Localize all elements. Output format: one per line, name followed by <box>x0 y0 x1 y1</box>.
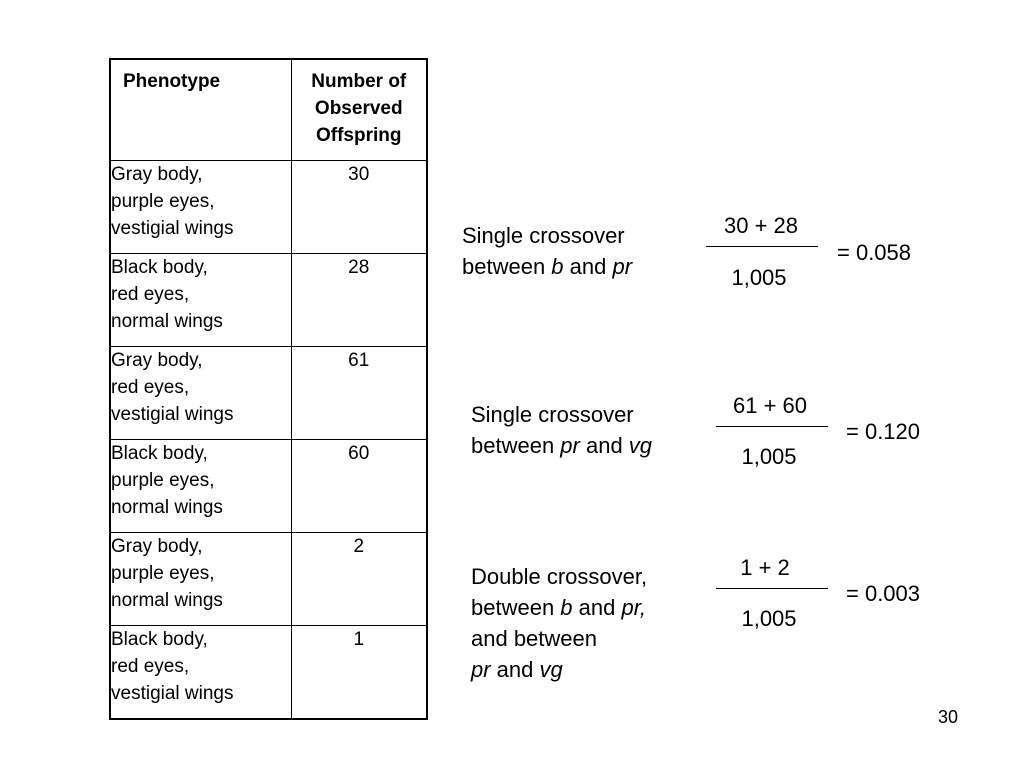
offspring-count-cell: 28 <box>291 254 427 347</box>
recombination-frequency: = 0.120 <box>846 419 921 444</box>
fraction-bar <box>706 246 818 247</box>
phenotype-cell <box>110 161 291 254</box>
phenotype-line: Gray body, <box>111 536 203 557</box>
fraction-denominator: 1,005 <box>741 444 797 469</box>
phenotype-cell <box>110 626 291 720</box>
phenotype-line: red eyes, <box>111 656 190 677</box>
phenotype-line: vestigial wings <box>111 683 234 704</box>
fraction-numerator: 1 + 2 <box>740 555 790 580</box>
fraction-bar <box>716 588 828 589</box>
label-line: Double crossover, <box>471 564 648 589</box>
header-line: Observed <box>314 98 403 119</box>
fraction-numerator: 61 + 60 <box>732 393 807 418</box>
table-row <box>110 161 427 254</box>
offspring-count-header <box>291 59 427 161</box>
phenotype-cell <box>110 533 291 626</box>
calculation-label <box>471 399 652 461</box>
phenotype-cell <box>110 254 291 347</box>
phenotype-line: normal wings <box>111 590 223 611</box>
phenotype-line: red eyes, <box>111 377 190 398</box>
header-line: Offspring <box>316 125 402 146</box>
recombination-frequency: = 0.003 <box>846 581 921 606</box>
calculation-label <box>471 561 647 685</box>
phenotype-line: vestigial wings <box>111 404 234 425</box>
offspring-count-cell: 2 <box>291 533 427 626</box>
table-row <box>110 626 427 720</box>
phenotype-line: Gray body, <box>111 350 203 371</box>
phenotype-line: Black body, <box>111 257 208 278</box>
phenotype-header: Phenotype <box>110 59 291 161</box>
fraction-bar <box>716 426 828 427</box>
fraction-denominator: 1,005 <box>741 606 797 631</box>
phenotype-line: red eyes, <box>111 284 190 305</box>
page-number: 30 <box>938 707 959 727</box>
phenotype-line: purple eyes, <box>111 563 215 584</box>
phenotype-line: Black body, <box>111 443 208 464</box>
offspring-count-cell: 1 <box>291 626 427 720</box>
offspring-count-cell: 30 <box>291 161 427 254</box>
phenotype-line: Gray body, <box>111 164 203 185</box>
fraction-denominator: 1,005 <box>731 265 787 290</box>
phenotype-cell <box>110 347 291 440</box>
table-row <box>110 533 427 626</box>
calculation-label <box>462 220 632 282</box>
label-line: pr and vg <box>471 657 563 682</box>
recombination-frequency: = 0.058 <box>837 240 912 265</box>
phenotype-line: normal wings <box>111 311 223 332</box>
phenotype-line: purple eyes, <box>111 470 215 491</box>
label-line: between b and pr, <box>471 595 646 620</box>
phenotype-line: Black body, <box>111 629 208 650</box>
phenotype-line: vestigial wings <box>111 218 234 239</box>
phenotype-line: purple eyes, <box>111 191 215 212</box>
phenotype-cell <box>110 440 291 533</box>
label-line: and between <box>471 626 597 651</box>
label-line: between pr and vg <box>471 433 653 458</box>
table-row <box>110 347 427 440</box>
label-line: Single crossover <box>462 223 625 248</box>
table-row <box>110 254 427 347</box>
offspring-count-cell: 61 <box>291 347 427 440</box>
offspring-count-cell: 60 <box>291 440 427 533</box>
phenotype-line: normal wings <box>111 497 223 518</box>
label-line: between b and pr <box>462 254 633 279</box>
phenotype-table <box>109 58 428 720</box>
table-row <box>110 440 427 533</box>
header-line: Number of <box>311 71 407 92</box>
table-header-row <box>110 59 427 161</box>
label-line: Single crossover <box>471 402 634 427</box>
fraction-numerator: 30 + 28 <box>723 213 798 238</box>
